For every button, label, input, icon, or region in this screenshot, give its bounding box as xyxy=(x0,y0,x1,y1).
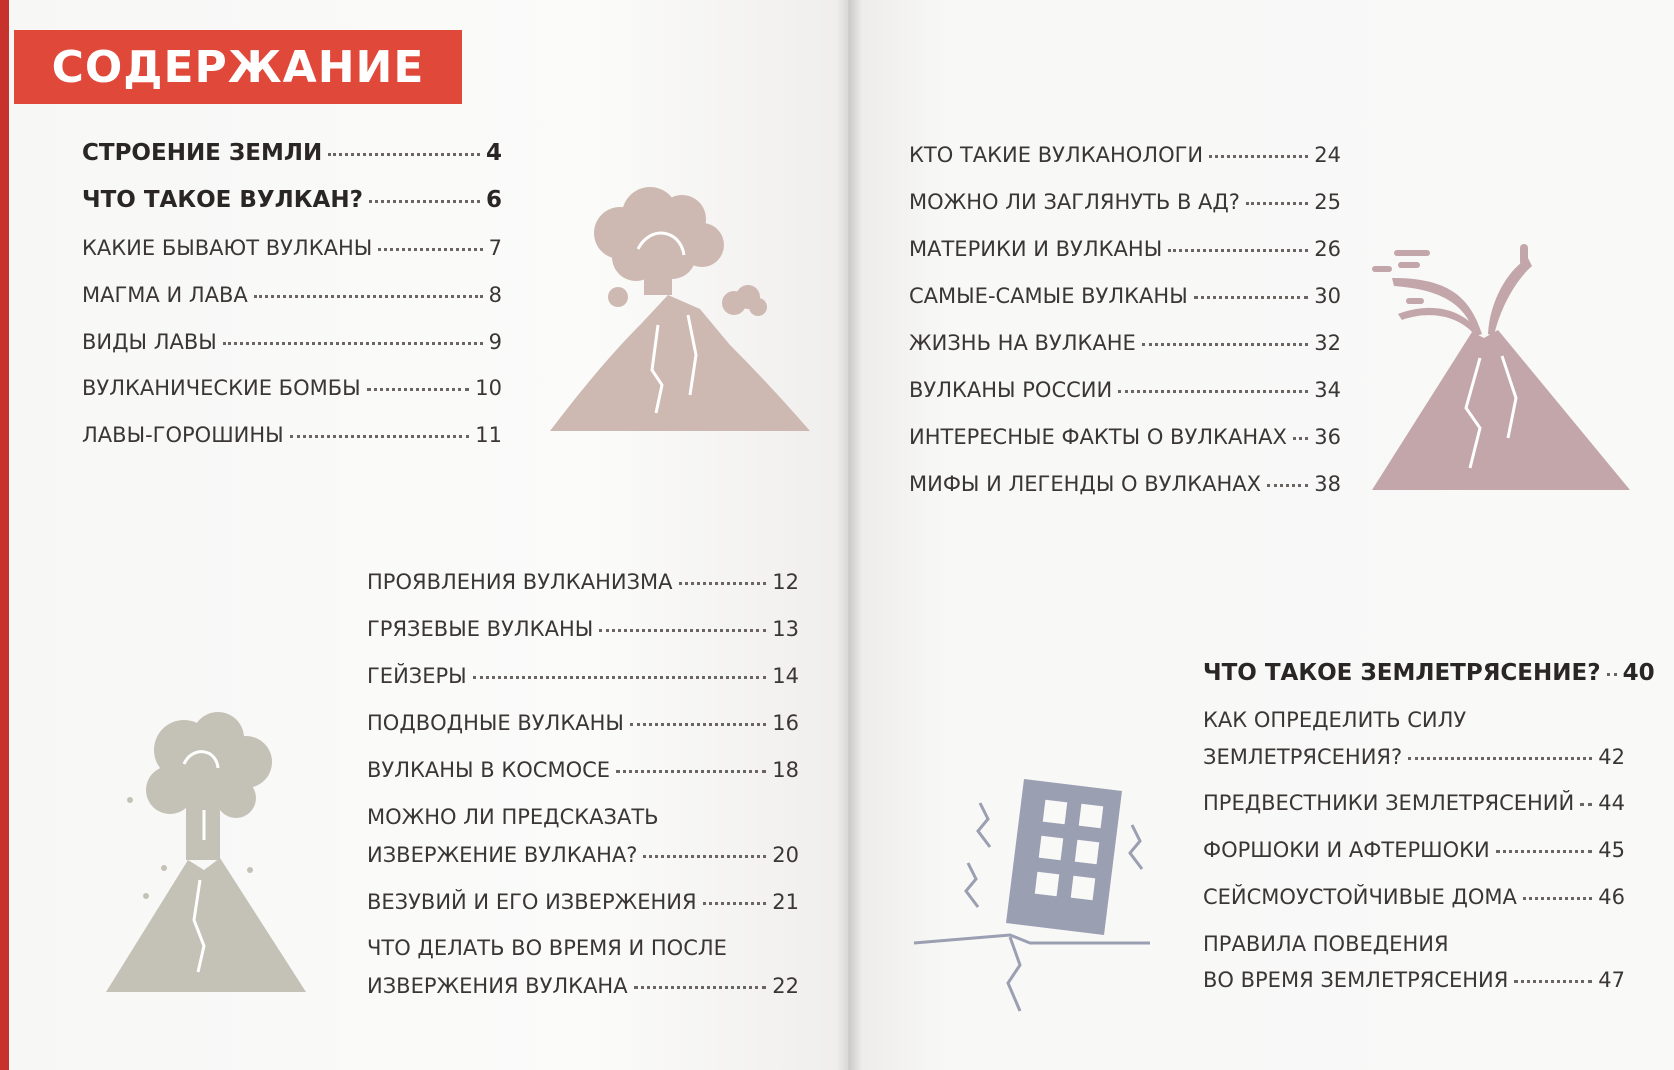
toc-dot-leader xyxy=(1142,343,1308,346)
toc-page-number: 22 xyxy=(772,974,799,998)
toc-page-number: 8 xyxy=(488,283,502,307)
toc-entry-title: ГРЯЗЕВЫЕ ВУЛКАНЫ xyxy=(367,617,594,641)
toc-entry-title: МОЖНО ЛИ ЗАГЛЯНУТЬ В АД? xyxy=(909,190,1240,214)
toc-page-number: 46 xyxy=(1598,885,1625,909)
toc-dot-leader xyxy=(328,153,480,156)
toc-page-number: 47 xyxy=(1598,968,1625,992)
toc-entry-title: ВУЛКАНЫ В КОСМОСЕ xyxy=(367,758,611,782)
toc-entry-title: ВУЛКАНИЧЕСКИЕ БОМБЫ xyxy=(82,376,361,400)
toc-dot-leader xyxy=(290,435,470,438)
toc-entry-title: ЗЕМЛЕТРЯСЕНИЯ? xyxy=(1203,745,1403,769)
toc-entry[interactable] xyxy=(909,189,1341,215)
toc-dot-leader xyxy=(1607,673,1617,676)
toc-entry[interactable] xyxy=(909,424,1341,450)
toc-dot-leader xyxy=(1293,437,1308,440)
toc-page-number: 12 xyxy=(772,570,799,594)
toc-entry[interactable] xyxy=(909,330,1341,356)
toc-dot-leader xyxy=(679,582,767,585)
toc-page-number: 45 xyxy=(1598,838,1625,862)
toc-page-number: 14 xyxy=(772,664,799,688)
toc-dot-leader xyxy=(630,723,766,726)
toc-entry-title-line1: ЧТО ДЕЛАТЬ ВО ВРЕМЯ И ПОСЛЕ xyxy=(367,936,727,960)
toc-dot-leader xyxy=(634,986,767,989)
toc-entry[interactable] xyxy=(909,142,1341,168)
toc-page-number: 44 xyxy=(1598,791,1625,815)
toc-page-number: 6 xyxy=(485,187,502,213)
toc-entry[interactable] xyxy=(82,375,502,401)
toc-page-number: 32 xyxy=(1314,331,1341,355)
toc-entry-title: ЛАВЫ-ГОРОШИНЫ xyxy=(82,423,284,447)
toc-entry[interactable] xyxy=(1203,744,1625,770)
toc-dot-leader xyxy=(1267,484,1308,487)
toc-page-number: 40 xyxy=(1622,660,1655,686)
toc-entry-title: САМЫЕ-САМЫЕ ВУЛКАНЫ xyxy=(909,284,1188,308)
toc-dot-leader xyxy=(1118,390,1308,393)
toc-page-number: 7 xyxy=(488,236,502,260)
toc-page-number: 18 xyxy=(772,758,799,782)
toc-entry-title: СЕЙСМОУСТОЙЧИВЫЕ ДОМА xyxy=(1203,885,1517,909)
toc-dot-leader xyxy=(367,388,470,391)
toc-entry-title: КАКИЕ БЫВАЮТ ВУЛКАНЫ xyxy=(82,236,373,260)
toc-page-number: 16 xyxy=(772,711,799,735)
volcano-lava-eruption-icon xyxy=(1370,238,1640,498)
toc-dot-leader xyxy=(1209,155,1308,158)
toc-page-number: 26 xyxy=(1314,237,1341,261)
toc-page-number: 10 xyxy=(475,376,502,400)
toc-entry[interactable] xyxy=(82,235,502,261)
toc-page-number: 25 xyxy=(1314,190,1341,214)
toc-entry-title: ПРОЯВЛЕНИЯ ВУЛКАНИЗМА xyxy=(367,570,673,594)
toc-page-number: 13 xyxy=(772,617,799,641)
toc-dot-leader xyxy=(703,902,767,905)
toc-entry[interactable] xyxy=(82,329,502,355)
toc-entry[interactable] xyxy=(367,973,799,999)
toc-entry-title: ПОДВОДНЫЕ ВУЛКАНЫ xyxy=(367,711,624,735)
toc-entry[interactable] xyxy=(909,377,1341,403)
toc-entry-title: ИЗВЕРЖЕНИЯ ВУЛКАНА xyxy=(367,974,628,998)
toc-page-number: 38 xyxy=(1314,472,1341,496)
toc-entry-title-line1: КАК ОПРЕДЕЛИТЬ СИЛУ xyxy=(1203,708,1467,732)
toc-entry[interactable] xyxy=(82,422,502,448)
toc-dot-leader xyxy=(473,676,767,679)
toc-entry-title: МИФЫ И ЛЕГЕНДЫ О ВУЛКАНАХ xyxy=(909,472,1262,496)
toc-page-number: 11 xyxy=(475,423,502,447)
toc-entry-title: ВИДЫ ЛАВЫ xyxy=(82,330,217,354)
toc-entry-title: ГЕЙЗЕРЫ xyxy=(367,664,467,688)
toc-dot-leader xyxy=(1496,850,1593,853)
toc-dot-leader xyxy=(1168,249,1308,252)
toc-entry-title: ЧТО ТАКОЕ ВУЛКАН? xyxy=(82,187,363,213)
toc-entry[interactable] xyxy=(82,282,502,308)
earthquake-building-icon xyxy=(910,775,1150,1015)
toc-entry-title: ВЕЗУВИЙ И ЕГО ИЗВЕРЖЕНИЯ xyxy=(367,890,697,914)
toc-page-number: 9 xyxy=(488,330,502,354)
toc-entry-title: ВУЛКАНЫ РОССИИ xyxy=(909,378,1113,402)
toc-entry[interactable] xyxy=(909,236,1341,262)
toc-page-number: 21 xyxy=(772,890,799,914)
toc-dot-leader xyxy=(369,200,480,203)
toc-entry[interactable] xyxy=(1203,790,1625,816)
contents-heading: СОДЕРЖАНИЕ xyxy=(14,30,462,104)
book-spine xyxy=(836,0,862,1070)
toc-entry-title: ЖИЗНЬ НА ВУЛКАНЕ xyxy=(909,331,1136,355)
toc-entry[interactable] xyxy=(367,616,799,642)
toc-entry[interactable] xyxy=(1203,660,1655,686)
toc-entry[interactable] xyxy=(909,471,1341,497)
toc-entry[interactable] xyxy=(367,757,799,783)
toc-dot-leader xyxy=(599,629,766,632)
toc-entry[interactable] xyxy=(1203,884,1625,910)
toc-page-number: 4 xyxy=(485,140,502,166)
toc-page-number: 24 xyxy=(1314,143,1341,167)
toc-dot-leader xyxy=(223,342,483,345)
toc-entry-title: ФОРШОКИ И АФТЕРШОКИ xyxy=(1203,838,1490,862)
toc-page-number: 34 xyxy=(1314,378,1341,402)
toc-dot-leader xyxy=(254,295,483,298)
cover-edge xyxy=(0,0,9,1070)
toc-entry-title: СТРОЕНИЕ ЗЕМЛИ xyxy=(82,140,323,166)
toc-entry-title: КТО ТАКИЕ ВУЛКАНОЛОГИ xyxy=(909,143,1204,167)
toc-entry-title: ЧТО ТАКОЕ ЗЕМЛЕТРЯСЕНИЕ? xyxy=(1203,660,1601,686)
toc-page-number: 36 xyxy=(1314,425,1341,449)
volcano-with-smoke-icon xyxy=(100,710,330,1000)
toc-entry-title: МАТЕРИКИ И ВУЛКАНЫ xyxy=(909,237,1163,261)
toc-entry[interactable] xyxy=(367,663,799,689)
toc-entry[interactable] xyxy=(367,842,799,868)
toc-entry[interactable] xyxy=(82,187,502,213)
toc-entry[interactable] xyxy=(367,710,799,736)
toc-dot-leader xyxy=(378,248,482,251)
toc-entry-title-line1: ПРАВИЛА ПОВЕДЕНИЯ xyxy=(1203,932,1449,956)
toc-dot-leader xyxy=(1523,897,1592,900)
toc-entry-title: ИНТЕРЕСНЫЕ ФАКТЫ О ВУЛКАНАХ xyxy=(909,425,1287,449)
toc-entry[interactable] xyxy=(909,283,1341,309)
toc-dot-leader xyxy=(1246,202,1308,205)
toc-dot-leader xyxy=(1408,757,1592,760)
toc-entry-title-line1: МОЖНО ЛИ ПРЕДСКАЗАТЬ xyxy=(367,805,659,829)
toc-page-number: 20 xyxy=(772,843,799,867)
toc-dot-leader xyxy=(1580,803,1592,806)
toc-entry[interactable] xyxy=(82,140,502,166)
toc-entry[interactable] xyxy=(367,889,799,915)
toc-entry-title: ПРЕДВЕСТНИКИ ЗЕМЛЕТРЯСЕНИЙ xyxy=(1203,791,1575,815)
toc-dot-leader xyxy=(1194,296,1309,299)
toc-dot-leader xyxy=(616,770,766,773)
toc-entry[interactable] xyxy=(1203,837,1625,863)
toc-entry-title: ВО ВРЕМЯ ЗЕМЛЕТРЯСЕНИЯ xyxy=(1203,968,1509,992)
toc-entry-title: ИЗВЕРЖЕНИЕ ВУЛКАНА? xyxy=(367,843,638,867)
toc-dot-leader xyxy=(643,855,766,858)
toc-entry[interactable] xyxy=(367,569,799,595)
toc-dot-leader xyxy=(1514,980,1592,983)
toc-page-number: 30 xyxy=(1314,284,1341,308)
toc-page-number: 42 xyxy=(1598,745,1625,769)
toc-entry[interactable] xyxy=(1203,967,1625,993)
erupting-volcano-icon xyxy=(540,185,820,445)
toc-entry-title: МАГМА И ЛАВА xyxy=(82,283,248,307)
